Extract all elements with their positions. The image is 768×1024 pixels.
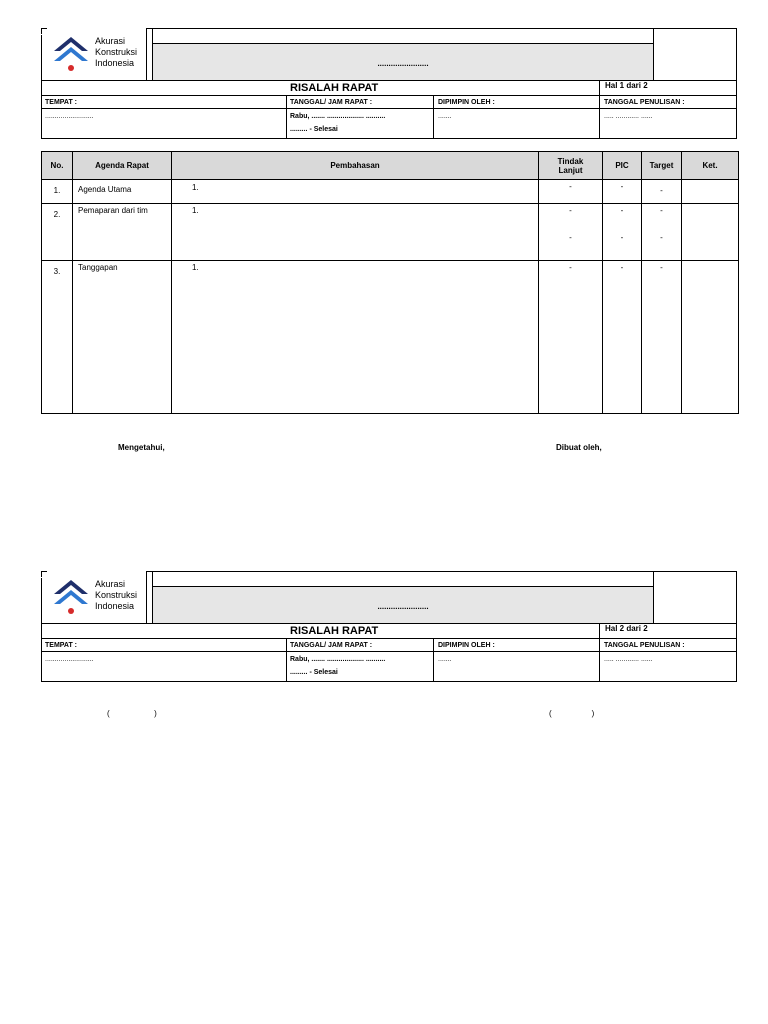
divider [599, 95, 600, 139]
tempat-value: ......................... [45, 656, 94, 663]
header-pic: PIC [603, 152, 642, 180]
table-row [42, 261, 739, 414]
row-ket [682, 261, 739, 414]
tempat-label: TEMPAT : [45, 642, 78, 649]
page-title: RISALAH RAPAT [290, 82, 379, 94]
tanggal-value-line2: ......... - Selesai [290, 669, 338, 676]
header-title-strip [152, 571, 654, 587]
table-header-row [42, 152, 739, 180]
dibuat-oleh-label: Dibuat oleh, [556, 443, 602, 452]
document-title-placeholder: ....................... [377, 602, 429, 611]
row-ket [682, 204, 739, 261]
header-pembahasan: Pembahasan [172, 152, 539, 180]
divider [286, 638, 287, 682]
tanggal-penulisan-value: ..... ............ ...... [604, 656, 653, 663]
row-pic: - [603, 261, 642, 414]
row-no: 1. [42, 180, 73, 204]
mengetahui-label: Mengetahui, [118, 443, 165, 452]
divider [433, 638, 434, 682]
page-title: RISALAH RAPAT [290, 625, 379, 637]
tanggal-value-line1: Rabu, ....... ................... .......... [290, 656, 386, 663]
row-pembahasan: 1. [172, 261, 539, 414]
tempat-value: ......................... [45, 113, 94, 120]
row-pembahasan: 1. [172, 180, 539, 204]
row-agenda: Agenda Utama [73, 180, 172, 204]
header-target: Target [642, 152, 682, 180]
row-target: - [642, 261, 682, 414]
row-target: - - [642, 204, 682, 261]
tanggal-jam-label: TANGGAL/ JAM RAPAT : [290, 642, 373, 649]
tanggal-penulisan-label: TANGGAL PENULISAN : [604, 99, 685, 106]
row-no: 3. [42, 261, 73, 414]
header-left-border [41, 578, 42, 624]
row-tindak-lanjut: - - [539, 204, 603, 261]
table-row [42, 204, 739, 261]
right-signature-name: ( ) [549, 709, 595, 718]
page-number-label: Hal 2 dari 2 [605, 624, 648, 633]
divider [599, 638, 600, 682]
divider [599, 80, 600, 96]
divider [599, 623, 600, 639]
page-number-label: Hal 1 dari 2 [605, 81, 648, 90]
row-target: - [642, 180, 682, 204]
tanggal-value-line1: Rabu, ....... ................... .......... [290, 113, 386, 120]
header-title-strip [152, 28, 654, 44]
row-no: 2. [42, 204, 73, 261]
dipimpin-label: DIPIMPIN OLEH : [438, 642, 495, 649]
row-ket [682, 180, 739, 204]
row-pic: - [603, 180, 642, 204]
row-agenda: Pemaparan dari tim [73, 204, 172, 261]
row-tindak-lanjut: - [539, 261, 603, 414]
row-agenda: Tanggapan [73, 261, 172, 414]
tanggal-jam-label: TANGGAL/ JAM RAPAT : [290, 99, 373, 106]
company-name: Akurasi Konstruksi Indonesia [95, 579, 138, 611]
tanggal-penulisan-value: ..... ............ ...... [604, 113, 653, 120]
header-no: No. [42, 152, 73, 180]
document-title-placeholder: ....................... [377, 59, 429, 68]
header-agenda: Agenda Rapat [73, 152, 172, 180]
tempat-label: TEMPAT : [45, 99, 78, 106]
divider [286, 95, 287, 139]
dipimpin-value: ....... [438, 656, 452, 663]
header-tindak-lanjut: Tindak Lanjut [539, 152, 603, 180]
left-signature-name: ( ) [107, 709, 157, 718]
header-left-border [41, 35, 42, 81]
tanggal-value-line2: ......... - Selesai [290, 126, 338, 133]
company-name: Akurasi Konstruksi Indonesia [95, 36, 138, 68]
tanggal-penulisan-label: TANGGAL PENULISAN : [604, 642, 685, 649]
table-row [42, 180, 739, 204]
divider [433, 95, 434, 139]
agenda-table [41, 151, 739, 414]
row-tindak-lanjut: - [539, 180, 603, 204]
row-pembahasan: 1. [172, 204, 539, 261]
divider [41, 108, 737, 109]
dipimpin-value: ....... [438, 113, 452, 120]
header-ket: Ket. [682, 152, 739, 180]
row-pic: - - [603, 204, 642, 261]
dipimpin-label: DIPIMPIN OLEH : [438, 99, 495, 106]
divider [41, 651, 737, 652]
